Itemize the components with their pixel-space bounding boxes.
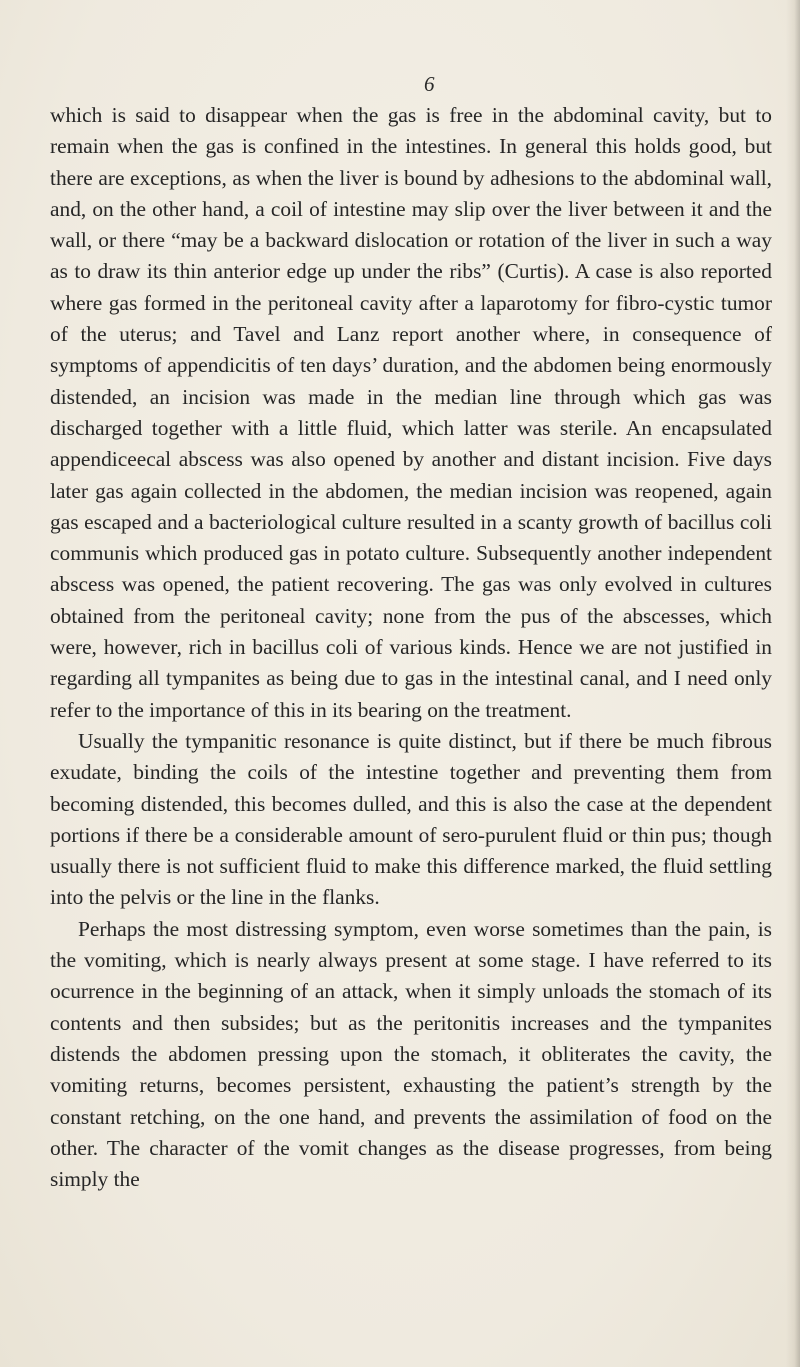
page-number: 6	[424, 72, 435, 96]
paragraph-3: Perhaps the most distressing symptom, even worse sometimes than the pain, is the vomiting, which is nearly always present at some stage. I have referred to its ocurrence in the beginning of an attack, when it simply unloads the stomach of its contents and then subsides; but as the peritonitis increases and the tympanites distends the abdomen pressing upon the stomach, it obliterates the cavity, the vomiting returns, becomes persistent, exhausting the patient’s strength by the constant retching, on the one hand, and prevents the assimilation of food on the other. The character of the vomit changes as the disease progresses, from being simply the	[50, 916, 772, 1192]
body-text	[50, 100, 772, 1195]
page-edge-shadow	[786, 0, 800, 1367]
paragraph-1: which is said to disappear when the gas is free in the abdominal cavity, but to remain when the gas is confined in the intestines. In general this holds good, but there are exceptions, as when the liver is bound by adhesions to the abdominal wall, and, on the other hand, a coil of intestine may slip over the liver between it and the wall, or there “may be a backward dislocation or rotation of the liver in such a way as to draw its thin anterior edge up under the ribs” (Curtis). A case is also reported where gas formed in the peritoneal cavity after a laparotomy for fibro-cystic tumor of the uterus; and Tavel and Lanz report another where, in consequence of symptoms of appendicitis of ten days’ duration, and the abdomen being enormously distended, an incision was made in the median line through which gas was discharged together with a little fluid, which latter was sterile. An encapsulated appendiceecal abscess was also opened by another and distant incision. Five days later gas again collected in the abdomen, the median incision was reopened, again gas escaped and a bacteriological culture resulted in a scanty growth of bacillus coli communis which produced gas in potato culture. Subsequently another independent abscess was opened, the patient recovering. The gas was only evolved in cultures obtained from the peritoneal cavity; none from the pus of the abscesses, which were, however, rich in bacillus coli of various kinds. Hence we are not justified in regarding all tympanites as being due to gas in the intestinal canal, and I need only refer to the importance of this in its bearing on the treatment.	[50, 103, 772, 722]
paragraph-2: Usually the tympanitic resonance is quite distinct, but if there be much fibrous exudate, binding the coils of the intestine together and preventing them from becoming distended, this becomes dulled, and this is also the case at the dependent portions if there be a considerable amount of sero-purulent fluid or thin pus; though usually there is not sufficient fluid to make this difference marked, the fluid settling into the pelvis or the line in the flanks.	[50, 728, 772, 910]
